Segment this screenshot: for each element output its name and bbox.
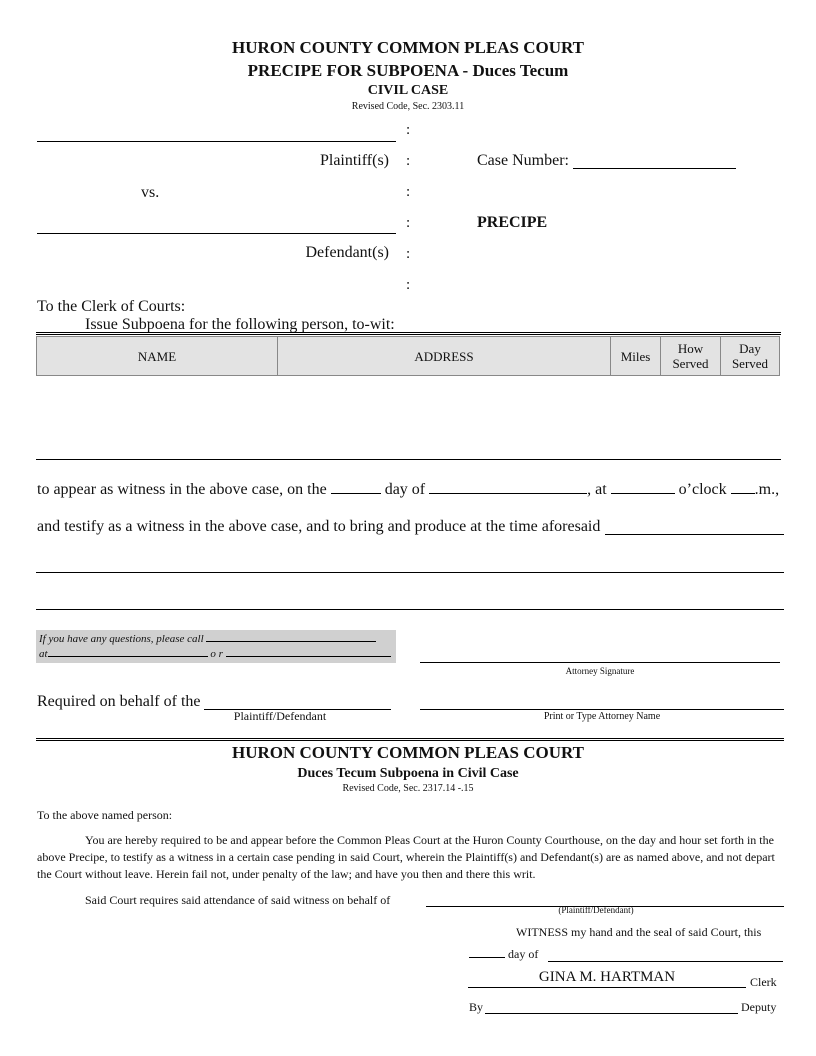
attorney-signature-label: Attorney Signature <box>565 666 635 676</box>
clerk-signature-line[interactable] <box>468 987 746 988</box>
precipe-label: PRECIPE <box>477 214 548 231</box>
col-header-name: NAME <box>37 337 278 376</box>
witness-day-field[interactable] <box>469 957 505 958</box>
attendance-label: Said Court requires said attendance of said witness on behalf of <box>85 893 391 907</box>
case-number-field[interactable] <box>573 168 736 169</box>
col-header-address: ADDRESS <box>278 337 611 376</box>
col-header-miles: Miles <box>611 337 661 376</box>
month-field[interactable] <box>429 493 587 494</box>
deputy-signature-line[interactable] <box>485 1013 738 1014</box>
witness-entry-line[interactable] <box>36 459 781 460</box>
caption-colon: : <box>406 277 411 293</box>
contact-or-field[interactable] <box>226 656 391 657</box>
clerk-label: Clerk <box>750 975 777 989</box>
defendant-label: Defendant(s) <box>305 244 389 261</box>
attorney-name-label: Print or Type Attorney Name <box>543 711 661 722</box>
contact-phone-field[interactable] <box>206 641 376 642</box>
table-top-rule <box>36 332 781 335</box>
subpoena-code-reference: Revised Code, Sec. 2317.14 -.15 <box>342 783 474 794</box>
plaintiff-name-line[interactable] <box>37 141 396 142</box>
questions-box: If you have any questions, please call at o r <box>36 630 396 663</box>
testify-sentence: and testify as a witness in the above case, and to bring and produce at the time aforesaid <box>37 518 601 535</box>
vs-label: vs. <box>141 184 160 201</box>
col-header-day-served: Day Served <box>721 337 780 376</box>
attorney-name-line[interactable] <box>420 709 784 710</box>
caption-colon: : <box>406 122 411 138</box>
issue-subpoena-label: Issue Subpoena for the following person, to-wit: <box>85 316 395 333</box>
appear-sentence: to appear as witness in the above case, on the day of , at o’clock .m., <box>37 481 780 498</box>
required-behalf-label: Required on behalf of the <box>37 693 201 710</box>
caption-colon: : <box>406 246 411 262</box>
plaintiff-defendant-caption: Plaintiff/Defendant <box>233 709 327 723</box>
by-label: By <box>469 1000 484 1014</box>
case-number-label: Case Number: <box>477 152 569 169</box>
witness-month-field[interactable] <box>548 961 783 962</box>
to-clerk-label: To the Clerk of Courts: <box>37 298 186 315</box>
code-reference: Revised Code, Sec. 2303.11 <box>351 101 465 112</box>
attorney-signature-line[interactable] <box>420 662 780 663</box>
subpoena-title: Duces Tecum Subpoena in Civil Case <box>297 766 519 781</box>
plaintiff-label: Plaintiff(s) <box>319 152 389 169</box>
witness-table <box>36 336 780 376</box>
caption-colon: : <box>406 153 411 169</box>
am-pm-field[interactable] <box>731 493 755 494</box>
caption-colon: : <box>406 184 411 200</box>
produce-field[interactable] <box>605 534 784 535</box>
form-title: PRECIPE FOR SUBPOENA - Duces Tecum <box>247 61 569 80</box>
subpoena-body: You are hereby required to be and appear before the Common Pleas Court at the Huron County Courthouse, on the day and hour set forth in the above Precipe, to testify as a witness in a certain case pending in said Court, wherein the Plaintiff(s) and Defendant(s) are as named above, and not depart the Court without leave. Herein fail not, under penalty of the law; and have you then and there this writ. <box>37 833 775 881</box>
defendant-name-line[interactable] <box>37 233 396 234</box>
produce-line-3[interactable] <box>36 609 784 610</box>
caption-colon: : <box>406 215 411 231</box>
to-person-label: To the above named person: <box>37 808 173 822</box>
case-type: CIVIL CASE <box>367 83 449 98</box>
clerk-name: GINA M. HARTMAN <box>538 969 676 985</box>
col-header-how-served: How Served <box>661 337 721 376</box>
day-field[interactable] <box>331 493 381 494</box>
section-divider <box>36 738 784 741</box>
subpoena-court-title: HURON COUNTY COMMON PLEAS COURT <box>232 743 584 762</box>
time-field[interactable] <box>611 493 675 494</box>
court-title: HURON COUNTY COMMON PLEAS COURT <box>232 38 584 57</box>
contact-at-field[interactable] <box>48 656 208 657</box>
attendance-caption: (Plaintiff/Defendant) <box>558 905 634 915</box>
witness-label: WITNESS my hand and the seal of said Court, this <box>516 925 762 939</box>
produce-line-2[interactable] <box>36 572 784 573</box>
deputy-label: Deputy <box>741 1000 777 1014</box>
